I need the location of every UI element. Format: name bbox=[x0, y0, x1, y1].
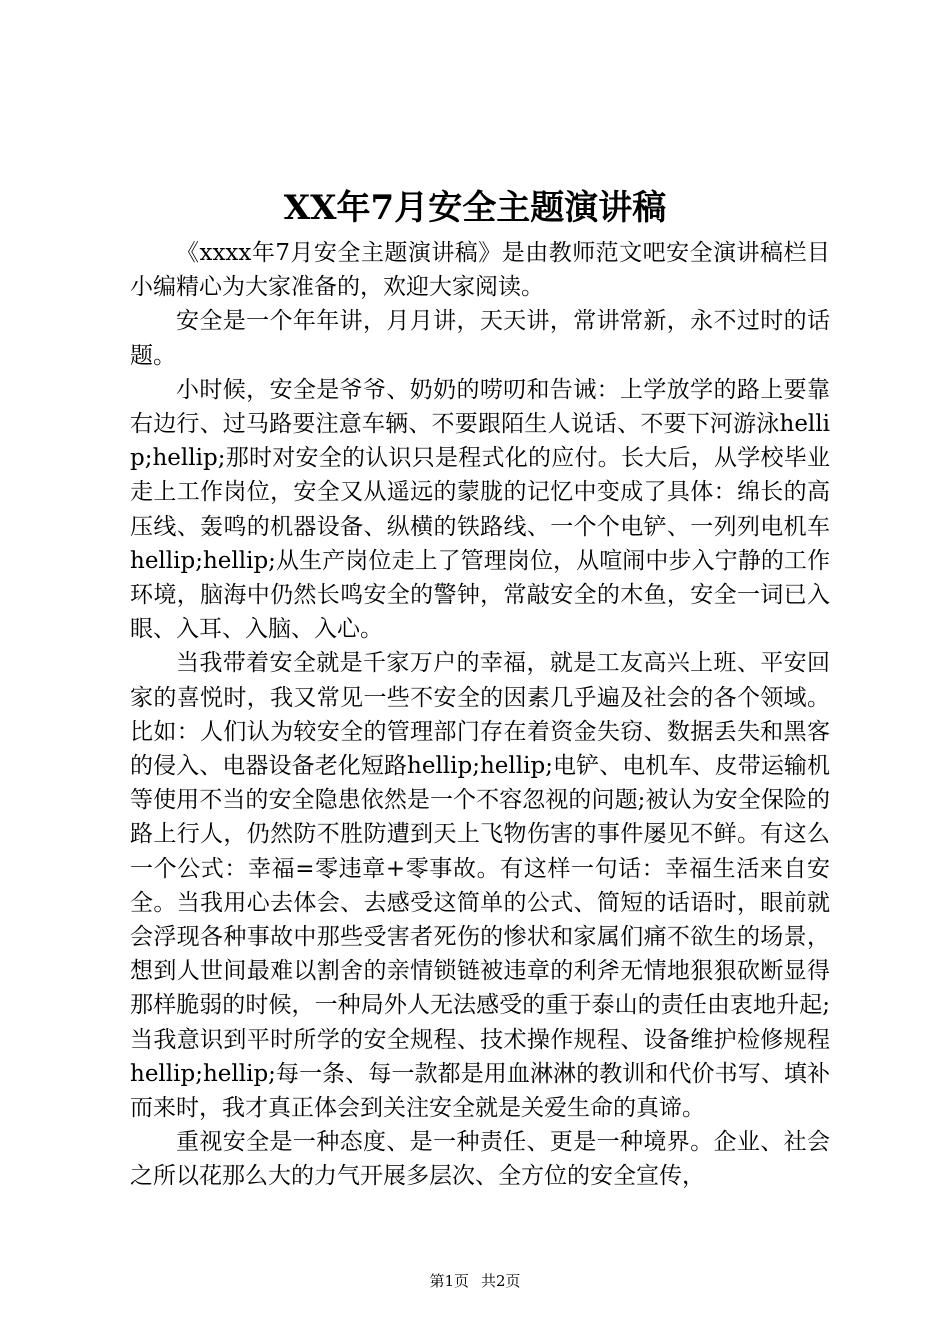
document-title: XX年7月安全主题演讲稿 bbox=[283, 188, 667, 228]
paragraph-topic: 安全是一个年年讲，月月讲，天天讲，常讲常新，永不过时的话题。 bbox=[130, 308, 830, 369]
paragraph-attitude: 重视安全是一种态度、是一种责任、更是一种境界。企业、社会之所以花那么大的力气开展多层次、全方位的安全宣传， bbox=[130, 1129, 830, 1190]
document-body bbox=[130, 236, 830, 1194]
page-total: 共2页 bbox=[481, 1272, 521, 1290]
paragraph-childhood: 小时候，安全是爷爷、奶奶的唠叨和告诫：上学放学的路上要靠右边行、过马路要注意车辆、不要跟陌生人说话、不要下河游泳hellip;hellip;那时对安全的认识只是程式化的应付。长大后，从学校毕业走上工作岗位，安全又从遥远的蒙胧的记忆中变成了具体：绵长的高压线、轰鸣的机器设备、纵横的铁路线、一个个电铲、一列列电机车hellip;hellip;从生产岗位走上了管理岗位，从喧闹中步入宁静的工作环境，脑海中仍然长鸣安全的警钟，常敲安全的木鱼，安全一词已入眼、入耳、入脑、入心。 bbox=[130, 376, 830, 643]
page-number: 第1页 bbox=[429, 1272, 469, 1290]
page-footer bbox=[0, 1271, 950, 1291]
paragraph-intro: 《xxxx年7月安全主题演讲稿》是由教师范文吧安全演讲稿栏目小编精心为大家准备的，欢迎大家阅读。 bbox=[130, 240, 830, 301]
paragraph-happiness: 当我带着安全就是千家万户的幸福，就是工友高兴上班、平安回家的喜悦时，我又常见一些不安全的因素几乎遍及社会的各个领域。比如：人们认为较安全的管理部门存在着资金失窃、数据丢失和黑客的侵入、电器设备老化短路hellip;hellip;电铲、电机车、皮带运输机等使用不当的安全隐患依然是一个不容忽视的问题;被认为安全保险的路上行人，仍然防不胜防遭到天上飞物伤害的事件屡见不鲜。有这么一个公式：幸福=零违章+零事故。有这样一句话：幸福生活来自安全。当我用心去体会、去感受这简单的公式、简短的话语时，眼前就会浮现各种事故中那些受害者死伤的惨状和家属们痛不欲生的场景，想到人世间最难以割舍的亲情锁链被违章的利斧无情地狠狠砍断显得那样脆弱的时候，一种局外人无法感受的重于泰山的责任由衷地升起;当我意识到平时所学的安全规程、技术操作规程、设备维护检修规程hellip;hellip;每一条、每一款都是用血淋淋的教训和代价书写、填补而来时，我才真正体会到关注安全就是关爱生命的真谛。 bbox=[130, 650, 830, 1122]
